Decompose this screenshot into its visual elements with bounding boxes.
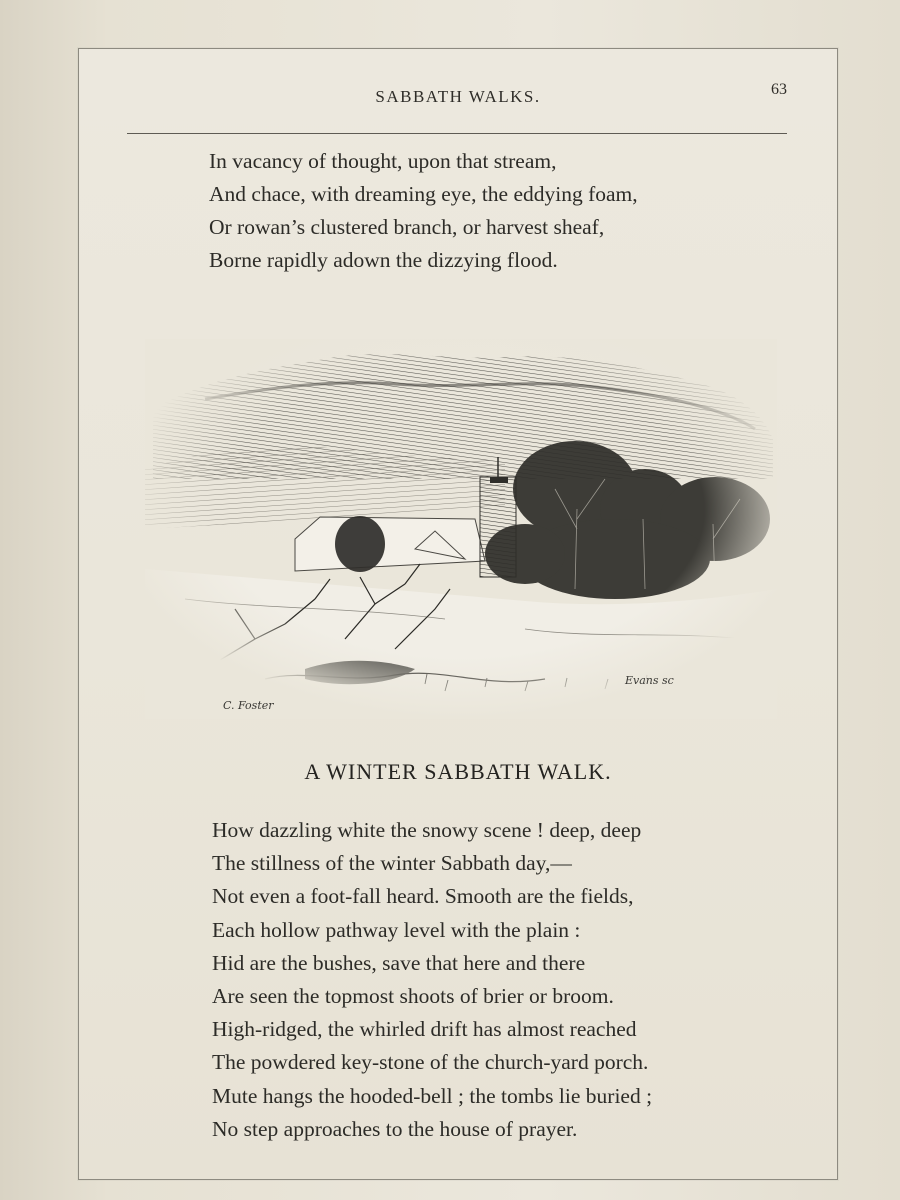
verse-line: Or rowan’s clustered branch, or harvest sheaf, [209,215,605,239]
verse-line: Each hollow pathway level with the plain : [212,917,581,942]
verse-line: High-ridged, the whirled drift has almost reached [212,1017,637,1042]
verse-line: Not even a foot-fall heard. Smooth are the fields, [212,884,634,909]
verse-line: The stillness of the winter Sabbath day,— [212,851,572,876]
verse-line: Mute hangs the hooded-bell ; the tombs lie buried ; [212,1083,653,1108]
book-page [78,48,838,1180]
header-rule [127,133,787,134]
winter-church-engraving [145,339,777,719]
running-head: SABBATH WALKS. [375,87,541,106]
page-number: 63 [771,81,787,98]
top-stanza [209,145,638,277]
verse-line: And chace, with dreaming eye, the eddying foam, [209,182,638,206]
verse-line: Borne rapidly adown the dizzying flood. [209,248,558,272]
verse-line: No step approaches to the house of prayer. [212,1116,578,1141]
engraver-signature: Evans sc [625,674,674,687]
verse-line: How dazzling white the snowy scene ! deep, deep [212,818,642,842]
artist-signature: C. Foster [223,699,274,712]
verse-line: The powdered key-stone of the church-yard porch. [212,1050,649,1075]
poem-stanza [212,814,652,1146]
verse-line: Hid are the bushes, save that here and there [212,950,586,975]
poem-title: A WINTER SABBATH WALK. [304,759,612,784]
verse-line: In vacancy of thought, upon that stream, [209,149,557,173]
verse-line: Are seen the topmost shoots of brier or broom. [212,984,614,1009]
